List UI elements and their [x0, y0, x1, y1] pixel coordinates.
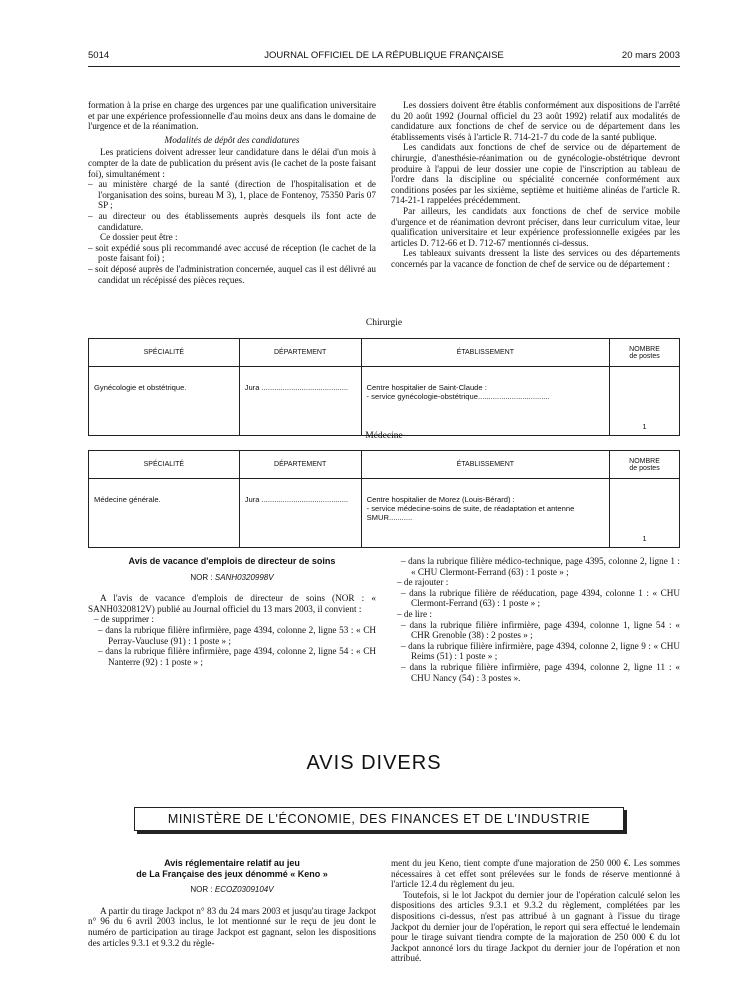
list-item: – au ministère chargé de la santé (direction de l'hospitalisation et de l'organisation des soins, bureau M 3), 1, place de Fontenoy, 75350 Paris 07 SP ;: [88, 179, 376, 211]
header-etablissement: ÉTABLISSEMENT: [361, 339, 610, 367]
page-number: 5014: [88, 50, 110, 61]
paragraph: Toutefois, si le lot Jackpot du dernier jour de l'opération calculé selon les dispositions des articles 9.3.1 et 9.3.2 du règlement, complétées par les dispositions ci-dessus, n'est pas attribué à un gagnant à l'issue du tirage Jackpot du dernier jour de l'opération, le report qui sera effectué le lendemain pour le tirage suivant tiendra compte de la majoration de 250 000 € du lot Jackpot annoncé lors du tirage Jackpot du dernier jour de l'opération et non attribué.: [391, 889, 680, 964]
paragraph: Les dossiers doivent être établis conformément aux dispositions de l'arrêté du 20 août 1992 (Journal officiel du 23 août 1992) relatif aux modalités de candidature aux fonctions de chef de service ou de département dans les établissements visés à l'article R. 714-21-7 du code de la santé publique.: [391, 100, 680, 142]
list-item: – de lire :: [397, 608, 432, 619]
cell-departement: Jura .........................................: [239, 479, 361, 548]
list-item: – dans la rubrique filière infirmière, page 4394, colonne 2, ligne 53 : « CH Perray-Vaucluse (91) : 1 poste » ;: [98, 624, 376, 646]
paragraph: A l'avis de vacance d'emplois de directeur de soins (NOR : « SANH0320812V) publié au Journal officiel du 13 mars 2003, il convient :: [88, 593, 376, 614]
header-rule: [88, 66, 680, 67]
paragraph: Par ailleurs, les candidats aux fonctions de chef de service mobile d'urgence et de réanimation devront préciser, dans leur curriculum vitae, leur qualification universitaire et leur expérience professionnelle exigées par les articles D. 712-66 et D. 712-67 mentionnés ci-dessus.: [391, 205, 680, 248]
cell-departement: Jura .........................................: [239, 367, 361, 436]
section-subtitle: Modalités de dépôt des candidatures: [164, 134, 300, 145]
cell-etablissement: Centre hospitalier de Saint-Claude : - service gynécologie-obstétrique..................................: [361, 367, 610, 436]
paragraph: formation à la prise en charge des urgences par une qualification universitaire et par une expérience professionnelle d'au moins deux ans dans le domaine de l'urgence et de la réanimation.: [88, 100, 376, 132]
paragraph: Ce dossier peut être :: [100, 232, 178, 243]
header-nombre: NOMBRE de postes: [610, 339, 680, 367]
table-row: [89, 367, 680, 436]
paragraph: A partir du tirage Jackpot n° 83 du 24 mars 2003 et jusqu'au tirage Jackpot n° 96 du 6 avril 2003 inclus, le lot mentionné sur le reçu de jeu dont le numéro de participation au tirage Jackpot est gagnant, selon les dispositions des articles 9.3.1 et 9.3.2 du règle-: [88, 905, 376, 948]
header-departement: DÉPARTEMENT: [239, 339, 361, 367]
avis-directeur-right: [391, 556, 680, 683]
avis-directeur-left: [88, 556, 376, 667]
article-title-line1: Avis réglementaire relatif au jeu: [164, 858, 300, 868]
header-nombre: NOMBRE de postes: [610, 451, 680, 479]
journal-title: JOURNAL OFFICIEL DE LA RÉPUBLIQUE FRANÇAISE: [264, 50, 504, 61]
list-item: – dans la rubrique filière médico-technique, page 4395, colonne 2, ligne 1 : « CHU Clermont-Ferrand (63) : 1 poste » ;: [401, 556, 680, 577]
list-item: – de rajouter :: [397, 577, 449, 588]
avis-keno-right: [391, 858, 680, 964]
avis-keno-left: [88, 858, 376, 948]
table-caption-medecine: Médecine: [365, 431, 403, 441]
list-item: – dans la rubrique filière infirmière, page 4394, colonne 2, ligne 9 : « CHU Reims (51) : 1 poste » ;: [401, 640, 680, 662]
list-item: – soit déposé auprès de l'administration concernée, auquel cas il est délivré au candidat un récépissé des pièces reçues.: [88, 263, 376, 285]
table-header-row: [89, 451, 680, 479]
cell-nombre: 1: [610, 479, 680, 548]
table-medecine: [88, 450, 680, 548]
nor-reference: NOR : ECOZ0309104V: [190, 885, 274, 895]
list-item: – soit expédié sous pli recommandé avec accusé de réception (le cachet de la poste faisant foi) ;: [88, 242, 376, 264]
nor-reference: NOR : SANH0320998V: [190, 572, 274, 582]
paragraph: Les tableaux suivants dressent la liste des services ou des départements concernés par la vacance de fonction de chef de service ou de département :: [391, 248, 680, 269]
header-departement: DÉPARTEMENT: [239, 451, 361, 479]
paragraph: ment du jeu Keno, tient compte d'une majoration de 250 000 €. Les sommes nécessaires à cet effet sont prélevées sur le fonds de réserve mentionné à l'article 12.4 du règlement du jeu.: [391, 858, 680, 890]
list-item: – dans la rubrique filière infirmière, page 4394, colonne 1, ligne 54 : « CHR Grenoble (38) : 2 postes » ;: [401, 619, 680, 641]
cell-specialite: Médecine générale.: [89, 479, 240, 548]
top-right-column: [391, 100, 680, 270]
table-caption-chirurgie: Chirurgie: [365, 318, 403, 328]
list-item: – dans la rubrique filière de rééducation, page 4394, colonne 1 : « CHU Clermont-Ferrand (63) : 1 poste » ;: [401, 587, 680, 609]
top-left-column: [88, 100, 376, 285]
header-etablissement: ÉTABLISSEMENT: [361, 451, 609, 479]
article-title-line2: de La Française des jeux dénommé « Keno »: [136, 868, 328, 879]
paragraph: Les candidats aux fonctions de chef de service ou de département de chirurgie, d'anesthésie-réanimation ou de gynécologie-obstétrique devront produire à l'appui de leur dossier une copie de l'inscription au tableau de l'ordre dans la discipline ou spécialité concernée conformément aux conditions posées par les sixième, septième et huitième alinéas de l'article R. 714-21-1 rappelées précédemment.: [391, 142, 680, 206]
header-specialite: SPÉCIALITÉ: [89, 451, 240, 479]
cell-specialite: Gynécologie et obstétrique.: [89, 367, 240, 436]
ministry-banner: MINISTÈRE DE L'ÉCONOMIE, DES FINANCES ET DE L'INDUSTRIE: [134, 807, 624, 831]
table-header-row: [89, 339, 680, 367]
list-item: – de supprimer :: [94, 614, 154, 625]
list-item: – dans la rubrique filière infirmière, page 4394, colonne 2, ligne 11 : « CHU Nancy (54) : 3 postes ».: [401, 661, 680, 683]
publication-date: 20 mars 2003: [621, 50, 680, 61]
page-header: [88, 50, 680, 64]
article-title: Avis de vacance d'emplois de directeur de soins: [128, 556, 336, 566]
paragraph: Les praticiens doivent adresser leur candidature dans le délai d'un mois à compter de la date de publication du présent avis (le cachet de la poste faisant foi), simultanément :: [88, 147, 376, 179]
cell-etablissement: Centre hospitalier de Morez (Louis-Bérard) : - service médecine-soins de suite, de réadaptation et antenne SMUR...........: [361, 479, 609, 548]
table-row: [89, 479, 680, 548]
list-item: – au directeur ou des établissements auprès desquels ils font acte de candidature.: [88, 210, 376, 232]
table-chirurgie: [88, 338, 680, 436]
section-heading-avis-divers: AVIS DIVERS: [306, 752, 442, 774]
list-item: – dans la rubrique filière infirmière, page 4394, colonne 2, ligne 54 : « CH Nanterre (92) : 1 poste » ;: [98, 646, 376, 667]
header-specialite: SPÉCIALITÉ: [89, 339, 240, 367]
cell-nombre: 1: [610, 367, 680, 436]
